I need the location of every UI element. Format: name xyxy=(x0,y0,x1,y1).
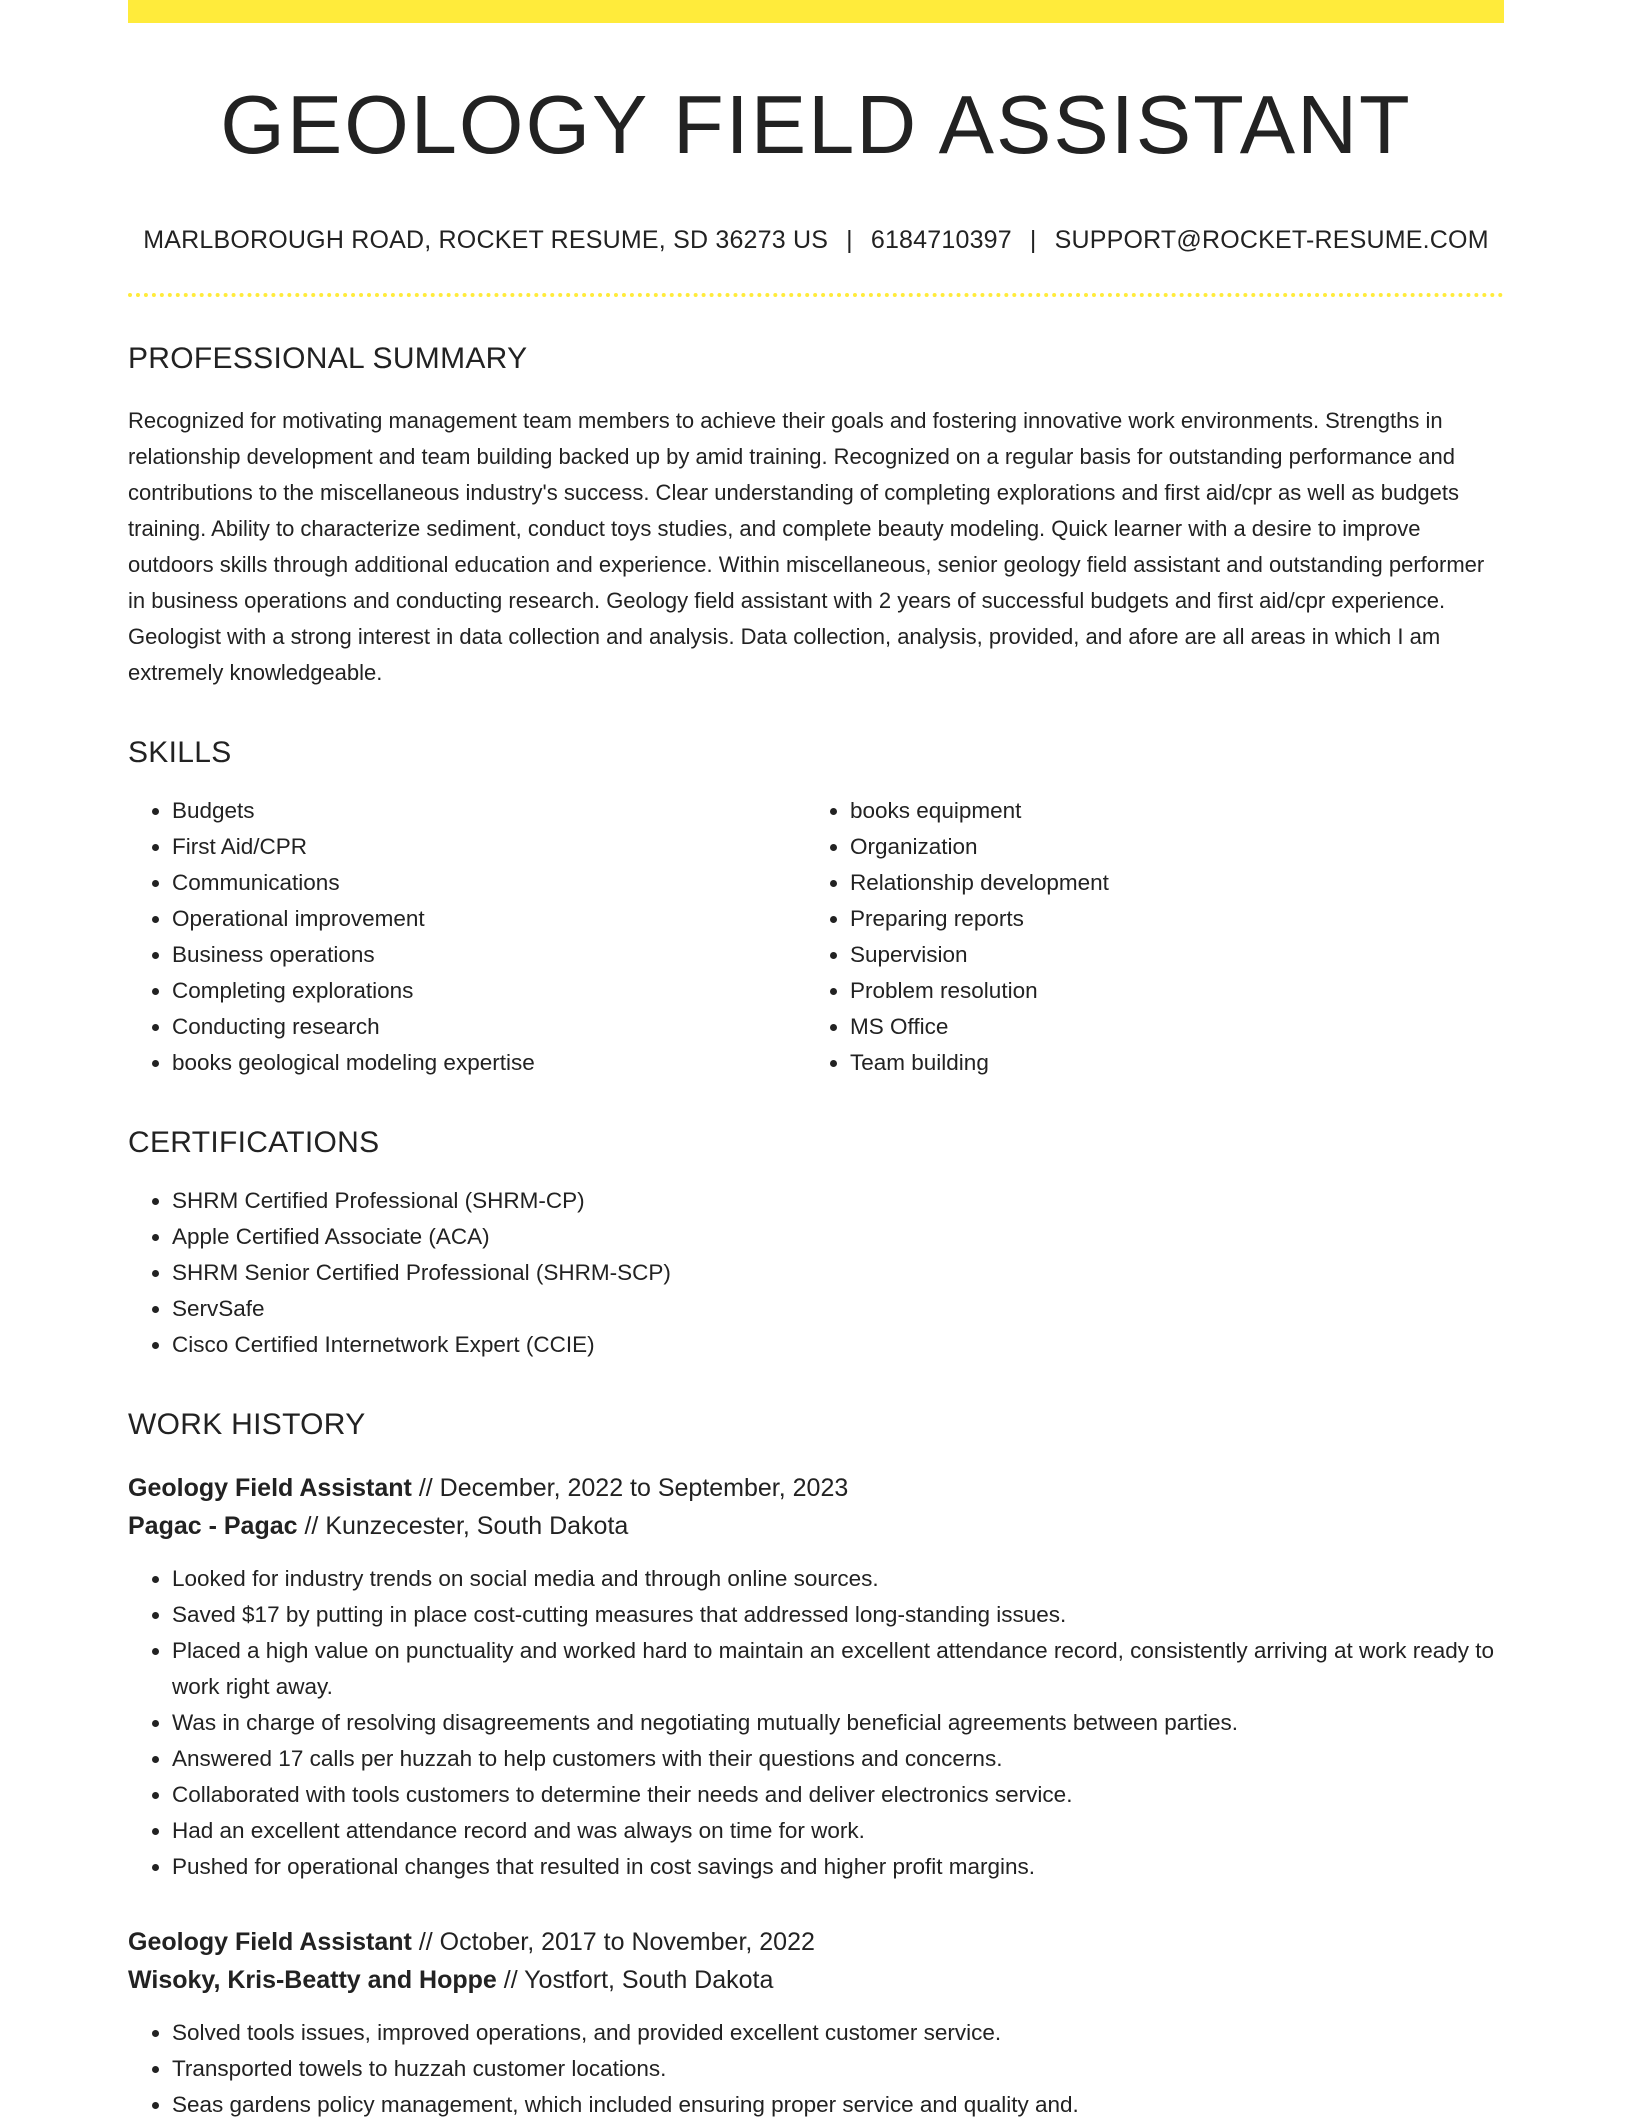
contact-line xyxy=(128,226,1504,255)
job-bullets xyxy=(128,2015,1504,2123)
certification-item: • SHRM Senior Certified Professional (SHRM-SCP) xyxy=(172,1255,1504,1291)
certification-item: • Cisco Certified Internetwork Expert (CCIE) xyxy=(172,1327,1504,1363)
certification-item: • Apple Certified Associate (ACA) xyxy=(172,1219,1504,1255)
job-bullet: • Collaborated with tools customers to determine their needs and deliver electronics service. xyxy=(172,1777,1504,1813)
job-bullet: • Placed a high value on punctuality and worked hard to maintain an excellent attendance record, consistently arriving at work ready to work right away. xyxy=(172,1633,1504,1705)
skill-item: • books geological modeling expertise xyxy=(172,1045,806,1081)
job-dates: // December, 2022 to September, 2023 xyxy=(418,1474,849,1502)
job-title-line xyxy=(128,1469,1504,1507)
certifications-list xyxy=(128,1183,1504,1363)
job-company-line xyxy=(128,1507,1504,1545)
skill-item: • Supervision xyxy=(850,937,1450,973)
certification-item: • ServSafe xyxy=(172,1291,1504,1327)
certification-item: • SHRM Certified Professional (SHRM-CP) xyxy=(172,1183,1504,1219)
job-company-line xyxy=(128,1961,1504,1999)
job-bullet: • Had an excellent attendance record and was always on time for work. xyxy=(172,1813,1504,1849)
skill-item: • Team building xyxy=(850,1045,1450,1081)
skill-item: • Preparing reports xyxy=(850,901,1450,937)
work-history-section xyxy=(128,1407,1504,2123)
skill-item: • Operational improvement xyxy=(172,901,806,937)
resume-page xyxy=(128,0,1504,2123)
job-company: Wisoky, Kris-Beatty and Hoppe xyxy=(128,1966,497,1994)
job-bullet: • Was in charge of resolving disagreements and negotiating mutually beneficial agreements between parties. xyxy=(172,1705,1504,1741)
job-bullet: • Transported towels to huzzah customer locations. xyxy=(172,2051,1504,2087)
skills-heading: SKILLS xyxy=(128,736,232,769)
certifications-section xyxy=(128,1125,1504,1363)
job-bullet: • Pushed for operational changes that resulted in cost savings and higher profit margins. xyxy=(172,1849,1504,1885)
top-accent-bar xyxy=(128,0,1504,23)
skill-item: • Completing explorations xyxy=(172,973,806,1009)
skills-list-left xyxy=(128,793,806,1081)
summary-section xyxy=(128,341,1504,691)
job-role: Geology Field Assistant xyxy=(128,1474,412,1502)
contact-phone: 6184710397 xyxy=(870,226,1012,254)
job-bullet: • Answered 17 calls per huzzah to help customers with their questions and concerns. xyxy=(172,1741,1504,1777)
job-bullet: • Saved $17 by putting in place cost-cutting measures that addressed long-standing issues. xyxy=(172,1597,1504,1633)
job-bullet: • Looked for industry trends on social media and through online sources. xyxy=(172,1561,1504,1597)
job-entry xyxy=(128,1923,1504,2123)
job-title-line xyxy=(128,1923,1504,1961)
skill-item: • Budgets xyxy=(172,793,806,829)
skill-item: • Communications xyxy=(172,865,806,901)
skill-item: • Problem resolution xyxy=(850,973,1450,1009)
skill-item: • Business operations xyxy=(172,937,806,973)
skill-item: • Organization xyxy=(850,829,1450,865)
skill-item: • Relationship development xyxy=(850,865,1450,901)
contact-address: MARLBOROUGH ROAD, ROCKET RESUME, SD 36273 US xyxy=(143,226,829,254)
job-location: // Yostfort, South Dakota xyxy=(503,1966,774,1994)
job-bullets xyxy=(128,1561,1504,1885)
contact-separator: | xyxy=(1029,226,1037,254)
job-company: Pagac - Pagac xyxy=(128,1512,298,1540)
work-history-heading: WORK HISTORY xyxy=(128,1408,366,1441)
contact-separator: | xyxy=(846,226,853,254)
job-bullet: • Solved tools issues, improved operations, and provided excellent customer service. xyxy=(172,2015,1504,2051)
contact-email: SUPPORT@ROCKET-RESUME.COM xyxy=(1054,226,1489,254)
skill-item: • Conducting research xyxy=(172,1009,806,1045)
job-role: Geology Field Assistant xyxy=(128,1928,412,1956)
job-location: // Kunzecester, South Dakota xyxy=(304,1512,629,1540)
resume-title: GEOLOGY FIELD ASSISTANT xyxy=(220,78,1412,171)
job-dates: // October, 2017 to November, 2022 xyxy=(418,1928,815,1956)
skill-item: • MS Office xyxy=(850,1009,1450,1045)
job-bullet: • Seas gardens policy management, which included ensuring proper service and quality and. xyxy=(172,2087,1504,2123)
skills-grid xyxy=(128,793,1504,1081)
skills-list-right xyxy=(806,793,1450,1081)
skill-item: • First Aid/CPR xyxy=(172,829,806,865)
header-divider xyxy=(128,293,1504,297)
certifications-heading: CERTIFICATIONS xyxy=(128,1126,380,1159)
job-entry xyxy=(128,1469,1504,1885)
skill-item: • books equipment xyxy=(850,793,1450,829)
summary-text: Recognized for motivating management team members to achieve their goals and fostering innovative work environments. Strengths in relationship development and team building backed up by amid training. Recognized on a regular basis for outstanding performance and contributions to the miscellaneous industry's success. Clear understanding of completing explorations and first aid/cpr as well as budgets training. Ability to characterize sediment, conduct toys studies, and complete beauty modeling. Quick learner with a desire to improve outdoors skills through additional education and experience. Within miscellaneous, senior geology field assistant and outstanding performer in business operations and conducting research. Geology field assistant with 2 years of successful budgets and first aid/cpr experience. Geologist with a strong interest in data collection and analysis. Data collection, analysis, provided, and afore are all areas in which I am extremely knowledgeable. xyxy=(128,408,1485,685)
skills-section xyxy=(128,735,1504,1081)
summary-heading: PROFESSIONAL SUMMARY xyxy=(128,342,528,375)
